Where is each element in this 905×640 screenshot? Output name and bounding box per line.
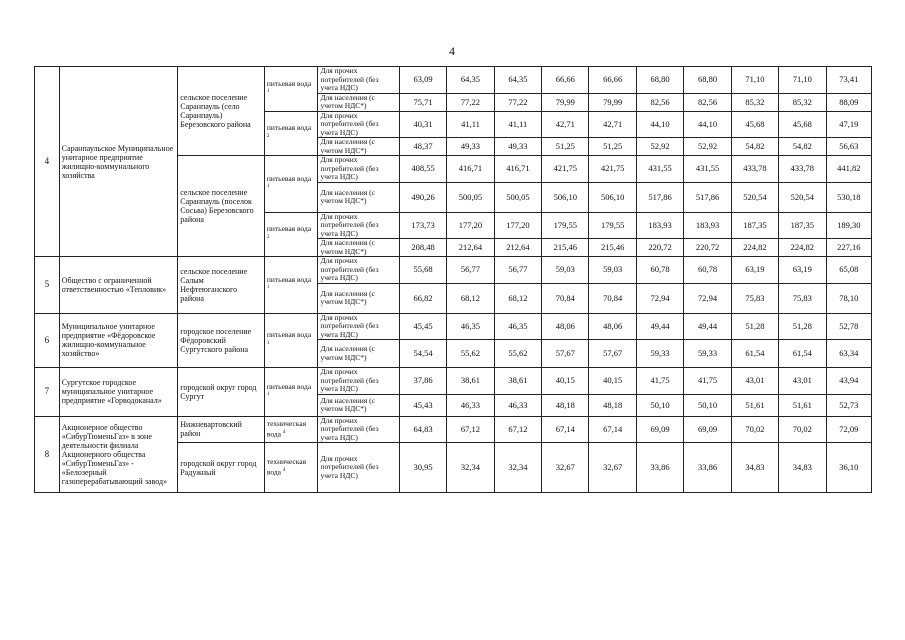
tariff-value: 75,71 bbox=[399, 93, 446, 111]
tariff-value: 41,11 bbox=[447, 111, 494, 138]
tariff-value: 48,37 bbox=[399, 138, 446, 156]
row-index: 7 bbox=[35, 368, 60, 417]
tariff-value: 408,55 bbox=[399, 156, 446, 183]
tariff-value: 500,05 bbox=[447, 182, 494, 212]
consumer-category: Для населения (с учетом НДС*) bbox=[318, 394, 399, 416]
tariff-value: 48,18 bbox=[542, 394, 589, 416]
footnote-mark: 1 bbox=[266, 89, 270, 94]
tariff-value: 71,10 bbox=[779, 67, 826, 94]
tariff-value: 48,06 bbox=[542, 313, 589, 340]
tariff-value: 52,92 bbox=[684, 138, 731, 156]
tariff-value: 82,56 bbox=[684, 93, 731, 111]
resource-type: питьевая вода $^1$ bbox=[264, 257, 318, 314]
tariff-value: 59,33 bbox=[684, 340, 731, 368]
tariff-value: 79,99 bbox=[589, 93, 636, 111]
tariff-value: 32,67 bbox=[542, 443, 589, 493]
tariff-value: 70,02 bbox=[731, 416, 778, 443]
tariff-value: 45,43 bbox=[399, 394, 446, 416]
tariff-value: 52,73 bbox=[826, 394, 871, 416]
tariff-value: 36,10 bbox=[826, 443, 871, 493]
organization-name: Акционерное общество «СибурТюменьГаз» в зоне деятельности филиала Акционерного общества «СибурТюменьГаз» - «Белозерный газоперерабатывающий завод» bbox=[59, 416, 178, 493]
tariff-value: 41,75 bbox=[684, 368, 731, 395]
footnote-mark: 4 bbox=[282, 467, 286, 473]
tariff-value: 51,25 bbox=[589, 138, 636, 156]
tariff-value: 56,77 bbox=[494, 257, 541, 284]
tariff-value: 189,30 bbox=[826, 212, 871, 239]
tariff-value: 433,78 bbox=[779, 156, 826, 183]
tariff-value: 71,10 bbox=[731, 67, 778, 94]
table-row bbox=[35, 67, 872, 94]
tariff-value: 490,26 bbox=[399, 182, 446, 212]
tariff-value: 32,67 bbox=[589, 443, 636, 493]
tariff-value: 60,78 bbox=[636, 257, 683, 284]
tariff-value: 49,44 bbox=[636, 313, 683, 340]
tariff-value: 66,66 bbox=[589, 67, 636, 94]
tariff-value: 32,34 bbox=[447, 443, 494, 493]
table-row bbox=[35, 416, 872, 443]
tariff-value: 56,77 bbox=[447, 257, 494, 284]
tariff-value: 33,86 bbox=[684, 443, 731, 493]
tariff-value: 66,82 bbox=[399, 283, 446, 313]
tariff-value: 73,41 bbox=[826, 67, 871, 94]
tariff-value: 224,82 bbox=[779, 239, 826, 257]
footnote-mark: 2 bbox=[266, 133, 270, 139]
tariff-value: 212,64 bbox=[494, 239, 541, 257]
tariff-value: 433,78 bbox=[731, 156, 778, 183]
tariff-value: 43,01 bbox=[779, 368, 826, 395]
tariff-value: 183,93 bbox=[684, 212, 731, 239]
consumer-category: Для населения (с учетом НДС*) bbox=[318, 182, 399, 212]
tariff-value: 57,67 bbox=[589, 340, 636, 368]
territory-name: городское поселение Фёдоровский Сургутского района bbox=[178, 313, 265, 368]
consumer-category: Для населения (с учетом НДС*) bbox=[318, 93, 399, 111]
tariff-value: 63,19 bbox=[731, 257, 778, 284]
tariff-value: 56,63 bbox=[826, 138, 871, 156]
tariff-value: 46,35 bbox=[494, 313, 541, 340]
tariff-value: 431,55 bbox=[636, 156, 683, 183]
tariff-value: 43,94 bbox=[826, 368, 871, 395]
tariff-value: 517,86 bbox=[636, 182, 683, 212]
tariff-value: 177,20 bbox=[494, 212, 541, 239]
tariff-value: 70,02 bbox=[779, 416, 826, 443]
tariff-value: 66,66 bbox=[542, 67, 589, 94]
consumer-category: Для населения (с учетом НДС*) bbox=[318, 283, 399, 313]
tariff-value: 179,55 bbox=[542, 212, 589, 239]
consumer-category: Для прочих потребителей (без учета НДС) bbox=[318, 111, 399, 138]
tariff-value: 506,10 bbox=[589, 182, 636, 212]
territory-name: сельское поселение Саранпауль (село Саранпауль) Березовского района bbox=[178, 67, 265, 156]
resource-type: техническая вода $^4$ bbox=[264, 443, 318, 493]
tariff-value: 40,31 bbox=[399, 111, 446, 138]
tariff-value: 47,19 bbox=[826, 111, 871, 138]
tariff-value: 49,33 bbox=[494, 138, 541, 156]
territory-name: Нижневартовский район bbox=[178, 416, 265, 443]
footnote-mark: 1 bbox=[266, 392, 270, 397]
consumer-category: Для населения (с учетом НДС*) bbox=[318, 138, 399, 156]
tariff-value: 173,73 bbox=[399, 212, 446, 239]
tariff-value: 55,62 bbox=[494, 340, 541, 368]
organization-name: Муниципальное унитарное предприятие «Фёдоровское жилищно-коммунальное хозяйство» bbox=[59, 313, 178, 368]
tariff-value: 183,93 bbox=[636, 212, 683, 239]
tariff-value: 63,19 bbox=[779, 257, 826, 284]
tariff-value: 215,46 bbox=[589, 239, 636, 257]
consumer-category: Для прочих потребителей (без учета НДС) bbox=[318, 443, 399, 493]
tariff-value: 85,32 bbox=[731, 93, 778, 111]
footnote-mark: 1 bbox=[266, 340, 270, 346]
row-index: 8 bbox=[35, 416, 60, 493]
tariff-value: 46,33 bbox=[447, 394, 494, 416]
consumer-category: Для прочих потребителей (без учета НДС) bbox=[318, 156, 399, 183]
consumer-category: Для прочих потребителей (без учета НДС) bbox=[318, 313, 399, 340]
tariff-value: 44,10 bbox=[684, 111, 731, 138]
tariff-value: 40,15 bbox=[589, 368, 636, 395]
tariff-value: 72,09 bbox=[826, 416, 871, 443]
tariff-value: 431,55 bbox=[684, 156, 731, 183]
row-index: 4 bbox=[35, 67, 60, 257]
tariff-value: 187,35 bbox=[779, 212, 826, 239]
resource-type: питьевая вода $^1$ bbox=[264, 156, 318, 213]
tariff-value: 69,09 bbox=[636, 416, 683, 443]
table-row bbox=[35, 257, 872, 284]
tariff-value: 215,46 bbox=[542, 239, 589, 257]
tariff-value: 517,86 bbox=[684, 182, 731, 212]
territory-name: городской округ город Сургут bbox=[178, 368, 265, 417]
tariff-value: 37,86 bbox=[399, 368, 446, 395]
tariff-value: 48,18 bbox=[589, 394, 636, 416]
tariff-value: 38,61 bbox=[447, 368, 494, 395]
tariff-value: 70,84 bbox=[589, 283, 636, 313]
consumer-category: Для населения (с учетом НДС*) bbox=[318, 239, 399, 257]
tariff-value: 32,34 bbox=[494, 443, 541, 493]
tariff-value: 179,55 bbox=[589, 212, 636, 239]
tariff-value: 42,71 bbox=[589, 111, 636, 138]
row-index: 5 bbox=[35, 257, 60, 314]
tariff-value: 54,54 bbox=[399, 340, 446, 368]
tariff-value: 416,71 bbox=[494, 156, 541, 183]
tariff-value: 500,05 bbox=[494, 182, 541, 212]
tariff-value: 61,54 bbox=[779, 340, 826, 368]
tariff-value: 61,54 bbox=[731, 340, 778, 368]
tariff-value: 187,35 bbox=[731, 212, 778, 239]
row-index: 6 bbox=[35, 313, 60, 368]
consumer-category: Для прочих потребителей (без учета НДС) bbox=[318, 212, 399, 239]
tariff-value: 63,09 bbox=[399, 67, 446, 94]
tariff-value: 55,68 bbox=[399, 257, 446, 284]
tariff-value: 38,61 bbox=[494, 368, 541, 395]
tariff-value: 34,83 bbox=[731, 443, 778, 493]
tariff-value: 64,83 bbox=[399, 416, 446, 443]
tariff-value: 75,83 bbox=[779, 283, 826, 313]
tariff-value: 43,01 bbox=[731, 368, 778, 395]
tariff-value: 441,82 bbox=[826, 156, 871, 183]
page-number: 4 bbox=[449, 44, 455, 58]
territory-name: городской округ город Радужный bbox=[178, 443, 265, 493]
tariff-value: 68,12 bbox=[494, 283, 541, 313]
resource-type: питьевая вода $^2$ bbox=[264, 212, 318, 257]
tariff-value: 72,94 bbox=[684, 283, 731, 313]
tariff-table bbox=[34, 66, 872, 493]
tariff-value: 34,83 bbox=[779, 443, 826, 493]
tariff-value: 49,44 bbox=[684, 313, 731, 340]
tariff-value: 67,14 bbox=[589, 416, 636, 443]
tariff-value: 78,10 bbox=[826, 283, 871, 313]
tariff-value: 51,28 bbox=[731, 313, 778, 340]
tariff-value: 421,75 bbox=[542, 156, 589, 183]
tariff-value: 67,14 bbox=[542, 416, 589, 443]
tariff-value: 49,33 bbox=[447, 138, 494, 156]
tariff-value: 63,34 bbox=[826, 340, 871, 368]
tariff-value: 220,72 bbox=[684, 239, 731, 257]
consumer-category: Для прочих потребителей (без учета НДС) bbox=[318, 257, 399, 284]
resource-type: питьевая вода $^1$ bbox=[264, 67, 318, 112]
tariff-value: 50,10 bbox=[636, 394, 683, 416]
tariff-value: 67,12 bbox=[494, 416, 541, 443]
consumer-category: Для прочих потребителей (без учета НДС) bbox=[318, 67, 399, 94]
tariff-value: 85,32 bbox=[779, 93, 826, 111]
tariff-value: 51,25 bbox=[542, 138, 589, 156]
consumer-category: Для прочих потребителей (без учета НДС) bbox=[318, 416, 399, 443]
consumer-category: Для прочих потребителей (без учета НДС) bbox=[318, 368, 399, 395]
resource-type: техническая вода $^4$ bbox=[264, 416, 318, 443]
tariff-value: 59,03 bbox=[542, 257, 589, 284]
tariff-value: 30,95 bbox=[399, 443, 446, 493]
tariff-value: 416,71 bbox=[447, 156, 494, 183]
territory-name: сельское поселение Саранпауль (поселок Сосьва) Березовского района bbox=[178, 156, 265, 257]
tariff-value: 45,45 bbox=[399, 313, 446, 340]
tariff-value: 52,92 bbox=[636, 138, 683, 156]
tariff-value: 59,03 bbox=[589, 257, 636, 284]
tariff-value: 212,64 bbox=[447, 239, 494, 257]
consumer-category: Для населения (с учетом НДС*) bbox=[318, 340, 399, 368]
organization-name: Общество с ограниченной ответственностью «Тепловик» bbox=[59, 257, 178, 314]
tariff-value: 520,54 bbox=[779, 182, 826, 212]
table-row bbox=[35, 368, 872, 395]
footnote-mark: 1 bbox=[266, 184, 270, 189]
tariff-value: 88,09 bbox=[826, 93, 871, 111]
tariff-value: 224,82 bbox=[731, 239, 778, 257]
tariff-value: 79,99 bbox=[542, 93, 589, 111]
tariff-value: 42,71 bbox=[542, 111, 589, 138]
tariff-value: 50,10 bbox=[684, 394, 731, 416]
organization-name: Саранпаульское Муниципальное унитарное предприятие жилищно-коммунального хозяйства bbox=[59, 67, 178, 257]
tariff-value: 72,94 bbox=[636, 283, 683, 313]
tariff-value: 57,67 bbox=[542, 340, 589, 368]
tariff-value: 70,84 bbox=[542, 283, 589, 313]
tariff-value: 54,82 bbox=[731, 138, 778, 156]
tariff-value: 65,08 bbox=[826, 257, 871, 284]
tariff-value: 60,78 bbox=[684, 257, 731, 284]
tariff-value: 506,10 bbox=[542, 182, 589, 212]
tariff-value: 220,72 bbox=[636, 239, 683, 257]
tariff-value: 52,78 bbox=[826, 313, 871, 340]
tariff-value: 64,35 bbox=[447, 67, 494, 94]
tariff-value: 51,61 bbox=[731, 394, 778, 416]
tariff-value: 59,33 bbox=[636, 340, 683, 368]
footnote-mark: 2 bbox=[266, 234, 270, 240]
tariff-value: 177,20 bbox=[447, 212, 494, 239]
tariff-value: 40,15 bbox=[542, 368, 589, 395]
tariff-value: 82,56 bbox=[636, 93, 683, 111]
tariff-value: 520,54 bbox=[731, 182, 778, 212]
tariff-value: 67,12 bbox=[447, 416, 494, 443]
tariff-value: 54,82 bbox=[779, 138, 826, 156]
tariff-value: 208,48 bbox=[399, 239, 446, 257]
resource-type: питьевая вода $^2$ bbox=[264, 111, 318, 156]
tariff-value: 46,35 bbox=[447, 313, 494, 340]
tariff-value: 68,80 bbox=[684, 67, 731, 94]
resource-type: питьевая вода $^1$ bbox=[264, 368, 318, 417]
tariff-value: 41,75 bbox=[636, 368, 683, 395]
tariff-value: 45,68 bbox=[731, 111, 778, 138]
tariff-value: 68,12 bbox=[447, 283, 494, 313]
tariff-value: 51,28 bbox=[779, 313, 826, 340]
tariff-value: 46,33 bbox=[494, 394, 541, 416]
tariff-value: 55,62 bbox=[447, 340, 494, 368]
resource-type: питьевая вода $^1$ bbox=[264, 313, 318, 368]
tariff-value: 421,75 bbox=[589, 156, 636, 183]
tariff-value: 77,22 bbox=[494, 93, 541, 111]
tariff-value: 64,35 bbox=[494, 67, 541, 94]
footnote-mark: 4 bbox=[282, 429, 286, 435]
tariff-value: 77,22 bbox=[447, 93, 494, 111]
tariff-value: 227,16 bbox=[826, 239, 871, 257]
tariff-value: 530,18 bbox=[826, 182, 871, 212]
tariff-value: 33,86 bbox=[636, 443, 683, 493]
tariff-value: 48,06 bbox=[589, 313, 636, 340]
footnote-mark: 1 bbox=[266, 285, 270, 290]
tariff-value: 45,68 bbox=[779, 111, 826, 138]
table-row bbox=[35, 313, 872, 340]
tariff-value: 69,09 bbox=[684, 416, 731, 443]
tariff-value: 51,61 bbox=[779, 394, 826, 416]
territory-name: сельское поселение Салым Нефтеюганского района bbox=[178, 257, 265, 314]
tariff-value: 41,11 bbox=[494, 111, 541, 138]
tariff-value: 68,80 bbox=[636, 67, 683, 94]
tariff-value: 44,10 bbox=[636, 111, 683, 138]
organization-name: Сургутское городское муниципальное унитарное предприятие «Горводоканал» bbox=[59, 368, 178, 417]
tariff-value: 75,83 bbox=[731, 283, 778, 313]
